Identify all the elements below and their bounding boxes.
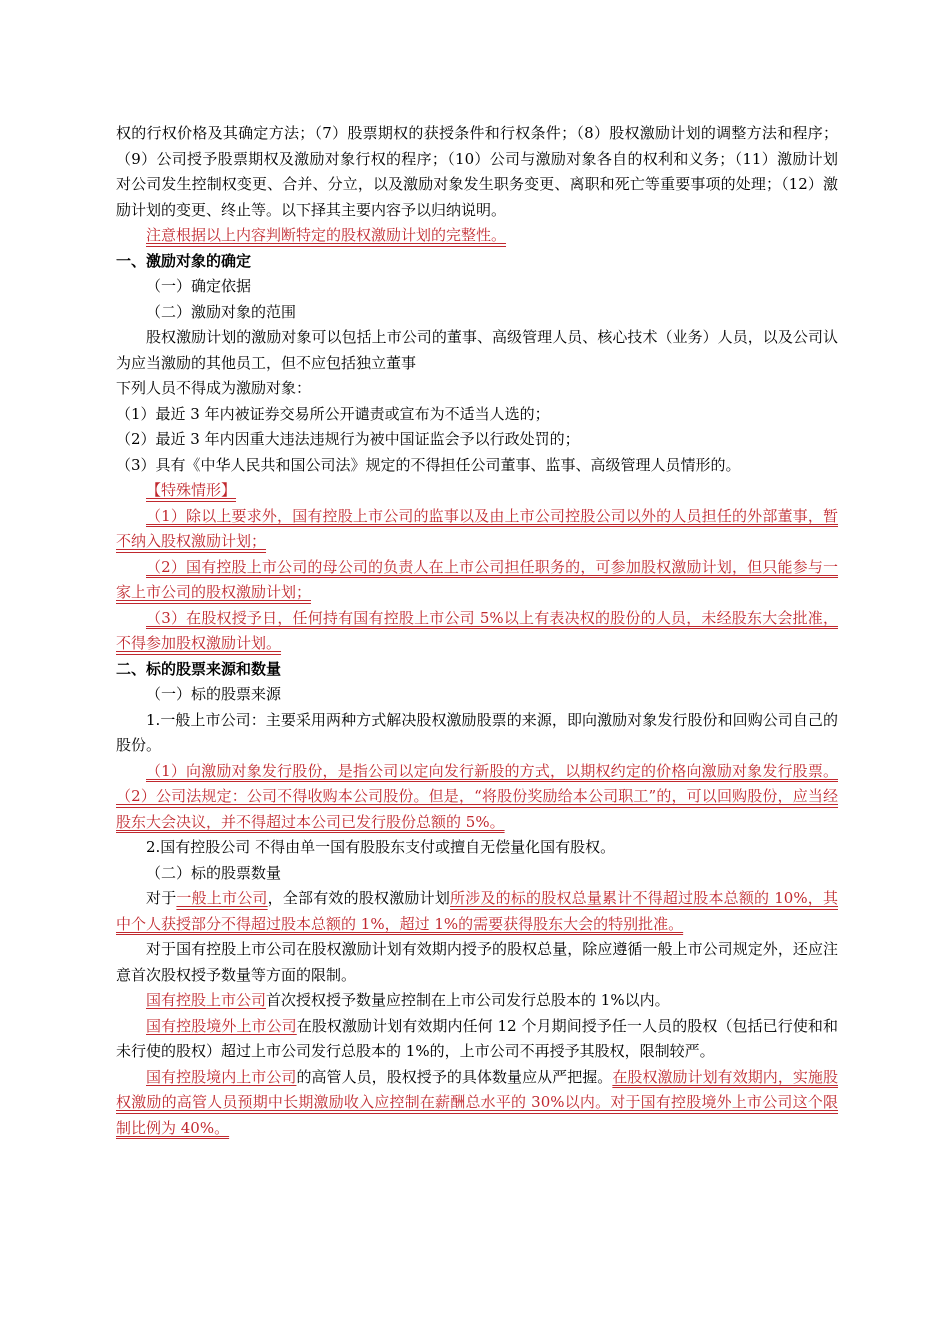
special-cases-title: 【特殊情形】 xyxy=(146,481,237,499)
subheading-scope: （二）激励对象的范围 xyxy=(146,302,297,321)
highlight-state-listed: 国有控股上市公司 xyxy=(146,991,267,1009)
subheading-stock-quantity: （二）标的股票数量 xyxy=(146,863,282,882)
section-heading-stock-source: 二、标的股票来源和数量 xyxy=(116,659,282,678)
highlight-overseas-listed: 国有控股境外上市公司 xyxy=(146,1016,297,1035)
subheading-basis: （一）确定依据 xyxy=(146,277,252,295)
highlight-income-limit: 在股权激励计划有效期内，实施股权激励的高管人员预期中长期激励收入应控制在薪酬总水平的 30%以内。对于国有控股境外上市公司这个限制比例为 40%。 xyxy=(116,1067,838,1137)
text-run: 对于 xyxy=(146,889,177,907)
document-body xyxy=(116,121,838,1141)
paragraph-plan-contents: 权的行权价格及其确定方法；（7）股票期权的获授条件和行权条件；（8）股权激励计划的调整方法和程序；（9）公司授予股票期权及激励对象行权的程序；（10）公司与激励对象各自的权利和义务；（11）激励计划对公司发生控制权变更、合并、分立，以及激励对象发生职务变更、离职和死亡等重要事项的处理；（12）激励计划的变更、终止等。以下择其主要内容予以归纳说明。 xyxy=(116,124,838,219)
paragraph-overseas xyxy=(116,1014,838,1065)
list-item: （3）具有《中华人民共和国公司法》规定的不得担任公司董事、监事、高级管理人员情形的。 xyxy=(116,455,741,474)
note-issuance-repurchase: （1）向激励对象发行股份，是指公司以定向发行新股的方式，以期权约定的价格向激励对象发行股票。（2）公司法规定：公司不得收购本公司股份。但是，“将股份奖励给本公司职工”的，可以回购股份，应当经股东大会决议，并不得超过本公司已发行股份总额的 5%。 xyxy=(116,761,838,831)
highlight-general-company: 一般上市公司 xyxy=(176,889,268,907)
paragraph-domestic xyxy=(116,1065,838,1142)
text-run: 的高管人员，股权授予的具体数量应从严把握。 xyxy=(296,1067,613,1086)
text-run: 首次授权授予数量应控制在上市公司发行总股本的 1%以内。 xyxy=(266,991,670,1009)
special-case-item: （3）在股权授予日，任何持有国有控股上市公司 5%以上有表决权的股份的人员，未经股东大会批准，不得参加股权激励计划。 xyxy=(116,608,838,652)
text-run: ，全部有效的股权激励计划 xyxy=(267,889,451,907)
special-case-item: （2）国有控股上市公司的母公司的负责人在上市公司担任职务的，可参加股权激励计划，但只能参与一家上市公司的股权激励计划； xyxy=(116,557,838,601)
paragraph-scope: 股权激励计划的激励对象可以包括上市公司的董事、高级管理人员、核心技术（业务）人员，以及公司认为应当激励的其他员工，但不应包括独立董事 xyxy=(116,328,838,372)
highlight-domestic-listed: 国有控股境内上市公司 xyxy=(146,1067,297,1086)
special-case-item: （1）除以上要求外，国有控股上市公司的监事以及由上市公司控股公司以外的人员担任的外部董事，暂不纳入股权激励计划； xyxy=(116,506,838,550)
paragraph-state-controlled-total: 对于国有控股上市公司在股权激励计划有效期内授予的股权总量，除应遵循一般上市公司规定外，还应注意首次股权授予数量等方面的限制。 xyxy=(116,940,838,984)
list-item: （1）最近 3 年内被证券交易所公开谴责或宣布为不适当人选的； xyxy=(116,404,550,423)
paragraph-state-controlled: 2.国有控股公司 不得由单一国有股股东支付或擅自无偿量化国有股权。 xyxy=(146,838,616,856)
subheading-stock-source: （一）标的股票来源 xyxy=(146,685,282,703)
paragraph-general-company: 1.一般上市公司：主要采用两种方式解决股权激励股票的来源，即向激励对象发行股份和回购公司自己的股份。 xyxy=(116,710,838,754)
highlight-limit-rule: 所涉及的标的股权总量累计不得超过股本总额的 10%，其中个人获授部分不得超过股本总额的 1%，超过 1%的需要获得股东大会的特别批准。 xyxy=(116,889,838,933)
list-title-excluded: 下列人员不得成为激励对象： xyxy=(116,379,312,397)
paragraph-first-grant xyxy=(116,988,838,1014)
note-completeness: 注意根据以上内容判断特定的股权激励计划的完整性。 xyxy=(146,226,507,244)
paragraph-total-limit xyxy=(116,886,838,937)
text-run: 在股权激励计划有效期内任何 12 个月期间授予任一人员的股权（包括已行使和和未行使的股权）超过上市公司发行总股本的 1%的，上市公司不再授予其股权，限制较严。 xyxy=(116,1016,838,1060)
section-heading-incentive-targets: 一、激励对象的确定 xyxy=(116,251,252,270)
list-item: （2）最近 3 年内因重大违法违规行为被中国证监会予以行政处罚的； xyxy=(116,430,580,448)
